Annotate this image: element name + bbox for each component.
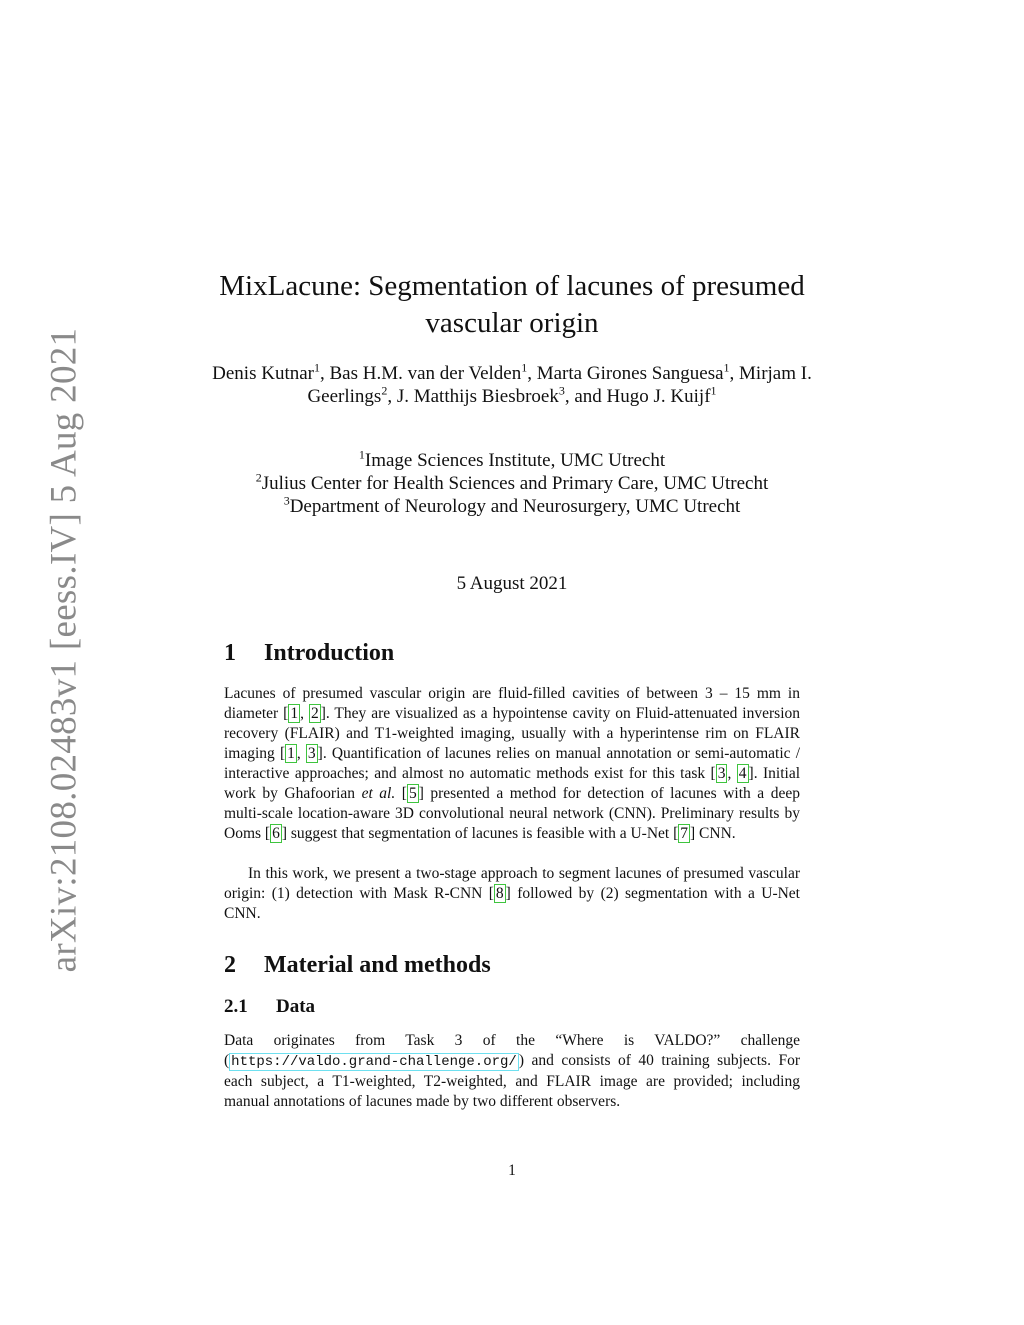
intro-paragraph-2 (224, 864, 800, 924)
title-line-1: MixLacune: Segmentation of lacunes of presumed (219, 270, 805, 302)
author: Hugo J. Kuijf (606, 386, 711, 407)
citation-link[interactable]: 8 (495, 885, 504, 902)
text: ] CNN. (690, 825, 736, 842)
subsection-title: Data (276, 996, 316, 1017)
affiliation-text: Julius Center for Health Sciences and Primary Care, UMC Utrecht (261, 473, 769, 494)
citation-link[interactable]: 5 (408, 785, 417, 802)
text: , (727, 765, 737, 782)
citation-link[interactable]: 3 (717, 765, 726, 782)
subsection-heading-data (224, 996, 315, 1018)
et-al: et al. (361, 785, 396, 802)
subsection-number: 2.1 (224, 996, 248, 1017)
affiliation-sup: 1 (358, 447, 365, 462)
affiliations (210, 449, 814, 518)
text: ) and consists of 40 training subjects. For each subject, a T1-weighted, T2-weighted, and FLAIR image are provided; including manual annotations of lacunes made by two different observers. (224, 1052, 800, 1110)
section-number: 1 (224, 640, 236, 666)
text: ] followed by (2) segmentation with a U-Net CNN. (224, 885, 800, 922)
affiliation-text: Image Sciences Institute, UMC Utrecht (364, 450, 666, 471)
author: Denis Kutnar (212, 363, 314, 384)
citation-link[interactable]: 1 (290, 705, 299, 722)
text: ]. Quantification of lacunes relies on manual annotation or semi-automatic / interactive approaches; and almost no automatic methods exist for this task [ (224, 745, 801, 782)
arxiv-identifier: arXiv:2108.02483v1 [eess.IV] 5 Aug 2021 (43, 327, 85, 973)
citation-link[interactable]: 4 (738, 765, 747, 782)
separator: , (320, 363, 330, 384)
section-number: 2 (224, 952, 236, 978)
author: Bas H.M. van der Velden (329, 363, 522, 384)
author-list (210, 362, 814, 408)
paper-title (210, 268, 814, 342)
text: ]. Initial work by Ghafoorian (224, 765, 801, 802)
text: ] presented a method for detection of lacunes with a deep multi-scale location-aware 3D convolutional neural network (CNN). Preliminary results by Ooms [ (224, 785, 800, 842)
affiliation-sup: 2 (255, 470, 262, 485)
affiliation-sup: 3 (283, 493, 290, 508)
citation-link[interactable]: 3 (307, 745, 316, 762)
page-number: 1 (508, 1162, 516, 1179)
text: Data originates from Task 3 of the “Where is VALDO?” challenge ( (224, 1032, 800, 1069)
text: , (300, 705, 309, 722)
author-sup: 1 (314, 360, 320, 375)
text: , (296, 745, 306, 762)
author-sup: 2 (381, 383, 388, 398)
challenge-url-link[interactable]: https://valdo.grand-challenge.org/ (231, 1054, 517, 1070)
section-heading-material-methods (224, 952, 491, 979)
separator: , (527, 363, 537, 384)
text: In this work, we present a two-stage approach to segment lacunes of presumed vascular origin: (1) detection with Mask R-CNN [ (224, 865, 800, 902)
paper-date: 5 August 2021 (456, 573, 568, 594)
author: Mirjam I. Geerlings (307, 363, 812, 407)
separator: , (729, 363, 740, 384)
affiliation (210, 495, 814, 518)
text: ]. They are visualized as a hypointense cavity on Fluid-attenuated inversion recovery (FLAIR) and T1-weighted imaging, usually with a hyperintense rim on FLAIR imaging [ (224, 705, 800, 762)
affiliation-text: Department of Neurology and Neurosurgery, UMC Utrecht (289, 496, 741, 517)
separator: , (387, 386, 397, 407)
text: Lacunes of presumed vascular origin are fluid-filled cavities of between 3 – 15 mm in diameter [ (224, 685, 800, 722)
author: Marta Girones Sanguesa (536, 363, 724, 384)
text: ] suggest that segmentation of lacunes is feasible with a U-Net [ (281, 825, 679, 842)
author-sup: 1 (521, 360, 528, 375)
section-title: Material and methods (264, 952, 491, 978)
intro-paragraph-1 (224, 684, 800, 844)
separator: , and (564, 386, 607, 407)
citation-link[interactable]: 6 (272, 825, 280, 842)
author: J. Matthijs Biesbroek (396, 386, 559, 407)
author-sup: 3 (558, 383, 565, 398)
affiliation (210, 449, 814, 472)
text: [ (395, 785, 407, 802)
data-paragraph (224, 1031, 800, 1112)
affiliation (210, 472, 814, 495)
citation-link[interactable]: 2 (310, 705, 319, 722)
author-sup: 1 (723, 360, 730, 375)
title-line-2: vascular origin (425, 307, 599, 339)
section-title: Introduction (264, 640, 395, 666)
citation-link[interactable]: 7 (680, 825, 689, 842)
section-heading-introduction (224, 640, 394, 667)
author-sup: 1 (710, 383, 717, 398)
citation-link[interactable]: 1 (287, 745, 295, 762)
